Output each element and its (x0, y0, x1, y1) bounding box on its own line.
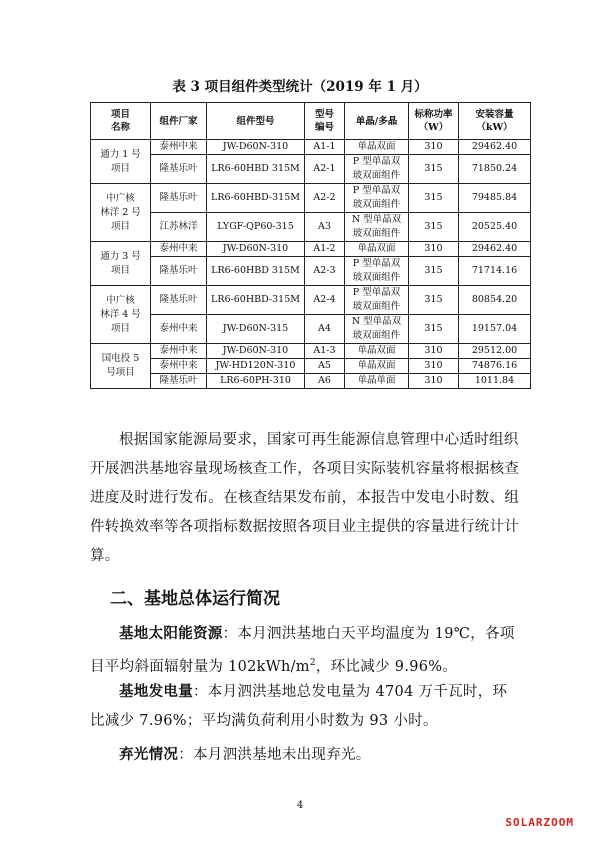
table-row (91, 374, 531, 389)
solar-superscript: 2 (309, 658, 316, 668)
table-cell: A1-1 (305, 140, 345, 155)
table-cell: JW-D60N-315 (207, 315, 305, 344)
table-cell: LYGF-QP60-315 (207, 213, 305, 242)
solar-text-end: ，环比减少 9.96%。 (315, 658, 458, 675)
table-row (91, 286, 531, 315)
component-type-table (90, 102, 531, 389)
table-cell: LR6-60HBD 315M (207, 155, 305, 184)
table-cell: 29512.00 (459, 344, 531, 359)
table-cell: P 型单晶双 玻双面组件 (345, 257, 409, 286)
table-row (91, 155, 531, 184)
power-text: ：本月泗洪基地总发电量为 4704 万千瓦时，环比减少 7.96%；平均满负荷利用小时数为 93 小时。 (90, 684, 508, 729)
project-name-cell: 通力 3 号 项目 (91, 242, 151, 286)
table-cell: 单晶双面 (345, 242, 409, 257)
table-cell: A2-3 (305, 257, 345, 286)
header-label: 单晶/多晶 (355, 115, 398, 127)
table-body (91, 140, 531, 389)
table-cell: 泰州中来 (151, 315, 207, 344)
table-cell: 29462.40 (459, 242, 531, 257)
table-cell: 310 (409, 140, 459, 155)
project-name-cell: 通力 1 号 项目 (91, 140, 151, 184)
table-row (91, 257, 531, 286)
table-cell: A1-2 (305, 242, 345, 257)
table-cell: 74876.16 (459, 359, 531, 374)
table-header-row (91, 103, 531, 140)
table-cell: 80854.20 (459, 286, 531, 315)
table-cell: 20525.40 (459, 213, 531, 242)
curtail-text: ：本月泗洪基地未出现弃光。 (178, 747, 371, 763)
table-cell: JW-D60N-310 (207, 344, 305, 359)
table-cell: 隆基乐叶 (151, 257, 207, 286)
header-cell (345, 103, 409, 140)
table-cell: 315 (409, 213, 459, 242)
table-cell: 隆基乐叶 (151, 155, 207, 184)
table-cell: LR6-60HBD-315M (207, 286, 305, 315)
table-row (91, 315, 531, 344)
table-cell: 泰州中来 (151, 140, 207, 155)
table-cell: A3 (305, 213, 345, 242)
table-cell: 29462.40 (459, 140, 531, 155)
project-name-cell: 国电投 5 号项目 (91, 344, 151, 389)
header-cell (151, 103, 207, 140)
table-cell: 315 (409, 286, 459, 315)
table-cell: 71714.16 (459, 257, 531, 286)
table-cell: 泰州中来 (151, 344, 207, 359)
table-cell: LR6-60HBD-315M (207, 184, 305, 213)
table-cell: 泰州中来 (151, 242, 207, 257)
header-label: 组件型号 (236, 115, 275, 127)
table-row (91, 140, 531, 155)
page-number: 4 (296, 800, 304, 811)
table-cell: P 型单晶双 玻双面组件 (345, 155, 409, 184)
table-cell: JW-HD120N-310 (207, 359, 305, 374)
project-name-cell: 中广核 林洋 4 号 项目 (91, 286, 151, 344)
table-cell: 310 (409, 359, 459, 374)
table-cell: 单晶双面 (345, 359, 409, 374)
table-cell: LR6-60PH-310 (207, 374, 305, 389)
table-cell: A6 (305, 374, 345, 389)
table-cell: N 型单晶双 玻双面组件 (345, 315, 409, 344)
header-label: 型号 编号 (314, 109, 334, 133)
table-cell: 江苏林洋 (151, 213, 207, 242)
table-row (91, 213, 531, 242)
table-cell: 泰州中来 (151, 359, 207, 374)
table-cell: 单晶双面 (345, 344, 409, 359)
table-cell: JW-D60N-310 (207, 242, 305, 257)
curtail-label: 弃光情况 (119, 747, 179, 763)
table-caption: 表 3 项目组件类型统计（2019 年 1 月） (172, 79, 428, 95)
table-cell: 310 (409, 344, 459, 359)
table-cell: 315 (409, 315, 459, 344)
table-cell: 19157.04 (459, 315, 531, 344)
header-cell (91, 103, 151, 140)
table-cell: JW-D60N-310 (207, 140, 305, 155)
header-label: 项目 名称 (110, 109, 130, 133)
paragraph-capacity-check: 根据国家能源局要求，国家可再生能源信息管理中心适时组织开展泗洪基地容量现场核查工作，各项目实际装机容量将根据核查进度及时进行发布。在核查结果发布前，本报告中发电小时数、组件转换效率等各项指标数据按照各项目业主提供的容量进行统计计算。 (90, 432, 520, 564)
watermark-logo: SOLARZOOM (505, 816, 574, 829)
table-cell: 79485.84 (459, 184, 531, 213)
header-label: 安装容量 （kW） (475, 109, 514, 133)
solar-label: 基地太阳能资源 (119, 626, 223, 642)
paragraph-solar-resource (90, 620, 520, 682)
table-cell: 隆基乐叶 (151, 286, 207, 315)
section-heading: 二、基地总体运行简况 (110, 589, 280, 609)
paragraph-power-generation (90, 678, 520, 736)
table-cell: N 型单晶双 玻双面组件 (345, 213, 409, 242)
table-cell: A2-4 (305, 286, 345, 315)
header-label: 组件厂家 (159, 115, 198, 127)
project-name-cell: 中广核 林洋 2 号 项目 (91, 184, 151, 242)
table-cell: 310 (409, 374, 459, 389)
table-cell: P 型单晶双 玻双面组件 (345, 184, 409, 213)
header-cell (305, 103, 345, 140)
table-cell: LR6-60HBD 315M (207, 257, 305, 286)
table-row (91, 184, 531, 213)
table-row (91, 242, 531, 257)
table-cell: 隆基乐叶 (151, 374, 207, 389)
solar-text: ：本月泗洪基地白天平均温度为 19℃，各项目平均斜面辐射量为 102kWh/m (90, 626, 515, 675)
table-cell: A1-3 (305, 344, 345, 359)
table-cell: P 型单晶双 玻双面组件 (345, 286, 409, 315)
table-cell: 315 (409, 155, 459, 184)
power-label: 基地发电量 (119, 684, 193, 700)
table-cell: 315 (409, 184, 459, 213)
table-cell: 71850.24 (459, 155, 531, 184)
header-label: 标称功率 （W） (414, 109, 453, 133)
table-cell: 1011.84 (459, 374, 531, 389)
table-cell: 隆基乐叶 (151, 184, 207, 213)
table-row (91, 359, 531, 374)
table-cell: A2-1 (305, 155, 345, 184)
header-cell (409, 103, 459, 140)
table-cell: 310 (409, 242, 459, 257)
table-row (91, 344, 531, 359)
table-cell: 单晶单面 (345, 374, 409, 389)
table-cell: 单晶双面 (345, 140, 409, 155)
table-cell: A4 (305, 315, 345, 344)
header-cell (207, 103, 305, 140)
table-cell: 315 (409, 257, 459, 286)
header-cell (459, 103, 531, 140)
table-cell: A2-2 (305, 184, 345, 213)
table-cell: A5 (305, 359, 345, 374)
paragraph-curtailment (90, 741, 520, 770)
